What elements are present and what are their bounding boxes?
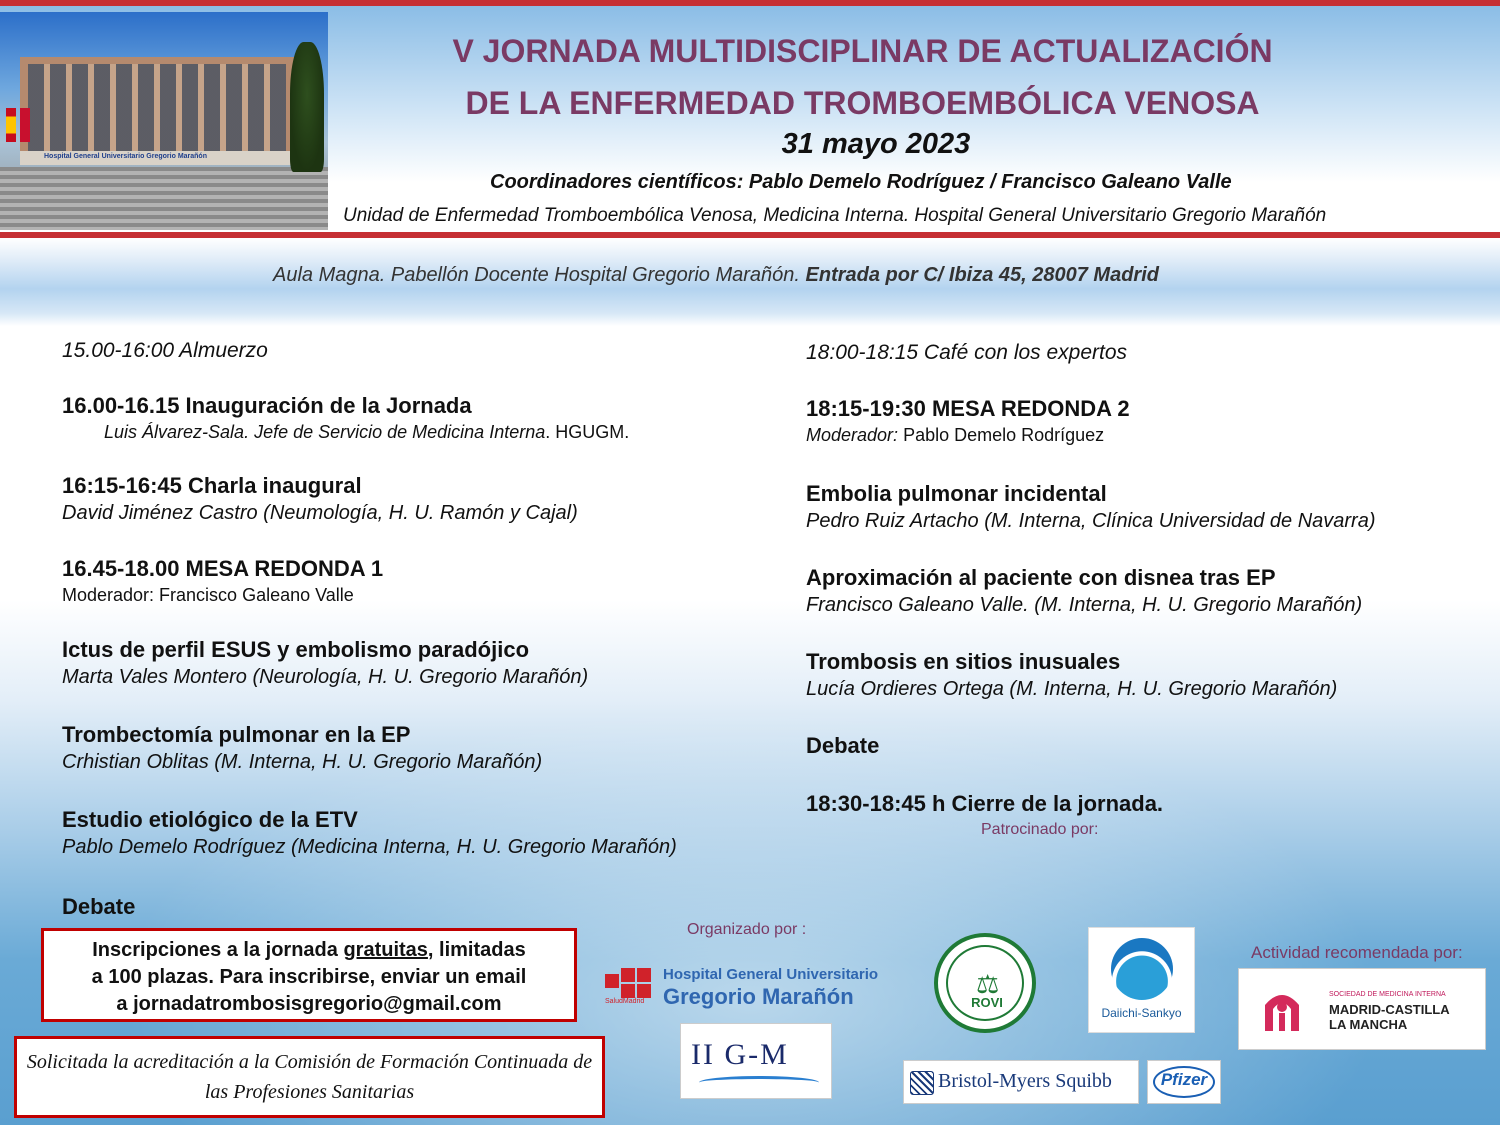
talk-unusual-sites-speaker: Lucía Ordieres Ortega (M. Interna, H. U. Gregorio Marañón) xyxy=(806,678,1338,700)
entrance-stairs xyxy=(0,167,328,230)
smi-logo-line1: SOCIEDAD DE MEDICINA INTERNA xyxy=(1329,991,1446,998)
event-date: 31 mayo 2023 xyxy=(781,128,971,160)
venue-location xyxy=(273,264,1159,287)
round-table-2-moderator-name: Pablo Demelo Rodríguez xyxy=(898,425,1105,445)
daiichi-sankyo-mark-icon xyxy=(1111,938,1173,1000)
recommended-by-label: Actividad recomendada por: xyxy=(1251,943,1463,962)
round-table-2-moderator-label: Moderador: xyxy=(806,425,899,445)
cypress-tree xyxy=(290,42,324,172)
accreditation-line2: las Profesiones Sanitarias xyxy=(204,1081,415,1103)
scales-icon: ⚖ xyxy=(976,969,1000,999)
talk-etiology-speaker: Pablo Demelo Rodríguez (Medicina Interna, H. U. Gregorio Marañón) xyxy=(62,836,677,858)
organizing-unit-text: Unidad de Enfermedad Tromboembólica Venosa, Medicina Interna. Hospital General Universitario Gregorio Marañón xyxy=(343,205,1327,226)
registration-free-word: gratuitas xyxy=(343,939,428,961)
igm-swirl-icon xyxy=(699,1076,819,1089)
inauguration-title: 16.00-16.15 Inauguración de la Jornada xyxy=(62,393,472,418)
opening-talk-speaker: David Jiménez Castro (Neumología, H. U. Ramón y Cajal) xyxy=(62,502,578,524)
round-table-1-title: 16.45-18.00 MESA REDONDA 1 xyxy=(62,556,384,581)
talk-incidental-pe-title: Embolia pulmonar incidental xyxy=(806,481,1107,506)
bms-mark-icon xyxy=(910,1071,934,1095)
program-right-column xyxy=(806,339,1496,818)
registration-box xyxy=(41,928,577,1022)
smi-madrid-castilla-logo xyxy=(1238,968,1486,1050)
closing-slot: 18:30-18:45 h Cierre de la jornada. xyxy=(806,791,1164,816)
registration-line1 xyxy=(44,937,574,964)
flag-madrid xyxy=(20,108,30,142)
talk-incidental-pe-speaker: Pedro Ruiz Artacho (M. Interna, Clínica Universidad de Navarra) xyxy=(806,510,1376,532)
inauguration-speaker-name: Luis Álvarez-Sala. Jefe de Servicio de Medicina Interna xyxy=(104,422,546,442)
hgm-salud-text: SaludMadrid xyxy=(605,998,645,1005)
smi-logo-line2: MADRID-CASTILLA xyxy=(1329,1002,1450,1017)
organized-by-label: Organizado por : xyxy=(687,921,807,938)
registration-email: a jornadatrombosisgregorio@gmail.com xyxy=(116,993,502,1015)
accreditation-box xyxy=(14,1036,605,1118)
round-table-1-moderator: Moderador: Francisco Galeano Valle xyxy=(62,585,354,605)
building-sign-text: Hospital General Universitario Gregorio Marañón xyxy=(44,153,207,160)
rovi-logo xyxy=(934,933,1036,1033)
hgm-logo xyxy=(605,968,905,1008)
talk-thrombectomy-title: Trombectomía pulmonar en la EP xyxy=(62,722,411,747)
talk-thrombectomy-speaker: Crhistian Oblitas (M. Interna, H. U. Gregorio Marañón) xyxy=(62,751,543,773)
flag-spain xyxy=(6,108,16,142)
talk-esus-speaker: Marta Vales Montero (Neurología, H. U. Gregorio Marañón) xyxy=(62,666,589,688)
sponsored-by-label: Patrocinado por: xyxy=(981,821,1099,838)
pfizer-logo-text: Pfizer xyxy=(1160,1070,1208,1089)
round-table-2-title: 18:15-19:30 MESA REDONDA 2 xyxy=(806,396,1130,421)
registration-line1-prefix: Inscripciones a la jornada xyxy=(92,939,344,961)
lunch-slot: 15.00-16:00 Almuerzo xyxy=(62,339,268,362)
hgm-logo-line2: Gregorio Marañón xyxy=(663,984,854,1009)
bristol-myers-squibb-logo xyxy=(903,1060,1139,1104)
debate-left: Debate xyxy=(62,894,136,919)
talk-dyspnea-title: Aproximación al paciente con disnea tras EP xyxy=(806,565,1276,590)
talk-etiology-title: Estudio etiológico de la ETV xyxy=(62,807,358,832)
smi-logo-line3: LA MANCHA xyxy=(1329,1017,1408,1032)
registration-line1-suffix: , limitadas xyxy=(427,939,526,961)
event-title-line2: DE LA ENFERMEDAD TROMBOEMBÓLICA VENOSA xyxy=(465,85,1260,121)
opening-talk-title: 16:15-16:45 Charla inaugural xyxy=(62,473,362,498)
accreditation-line1: Solicitada la acreditación a la Comisión de Formación Continuada de xyxy=(26,1051,593,1073)
venue-entrance: Entrada por C/ Ibiza 45, 28007 Madrid xyxy=(805,264,1159,286)
bms-logo-text: Bristol-Myers Squibb xyxy=(938,1070,1112,1092)
inauguration-speaker-affiliation: . HGUGM. xyxy=(545,422,630,442)
debate-right: Debate xyxy=(806,733,880,758)
igm-logo-text: II G-M xyxy=(691,1038,789,1071)
hospital-building-photo xyxy=(0,12,328,230)
coffee-slot: 18:00-18:15 Café con los expertos xyxy=(806,341,1128,364)
rovi-logo-text: ROVI xyxy=(971,995,1003,1010)
hgm-logo-line1: Hospital General Universitario xyxy=(663,966,879,983)
building-windows xyxy=(28,64,286,152)
igm-logo xyxy=(680,1023,832,1099)
coordinators-text: Coordinadores científicos: Pablo Demelo Rodríguez / Francisco Galeano Valle xyxy=(490,171,1232,193)
program-left-column xyxy=(62,337,782,861)
talk-dyspnea-speaker: Francisco Galeano Valle. (M. Interna, H. U. Gregorio Marañón) xyxy=(806,594,1363,616)
inauguration-speaker xyxy=(62,420,782,444)
round-table-2-moderator xyxy=(806,423,1496,447)
registration-line2: a 100 plazas. Para inscribirse, enviar un email xyxy=(91,966,527,988)
event-title-line1: V JORNADA MULTIDISCIPLINAR DE ACTUALIZACIÓN xyxy=(452,33,1273,69)
daiichi-sankyo-text: Daiichi-Sankyo xyxy=(1101,1006,1182,1020)
pfizer-logo xyxy=(1147,1060,1221,1104)
rovi-inner-ring xyxy=(946,945,1024,1021)
talk-unusual-sites-title: Trombosis en sitios inusuales xyxy=(806,649,1121,674)
daiichi-sankyo-logo xyxy=(1088,927,1195,1033)
talk-esus-title: Ictus de perfil ESUS y embolismo paradójico xyxy=(62,637,530,662)
venue-name: Aula Magna. Pabellón Docente Hospital Gregorio Marañón. xyxy=(273,264,806,286)
smi-mark-icon xyxy=(1261,987,1303,1033)
